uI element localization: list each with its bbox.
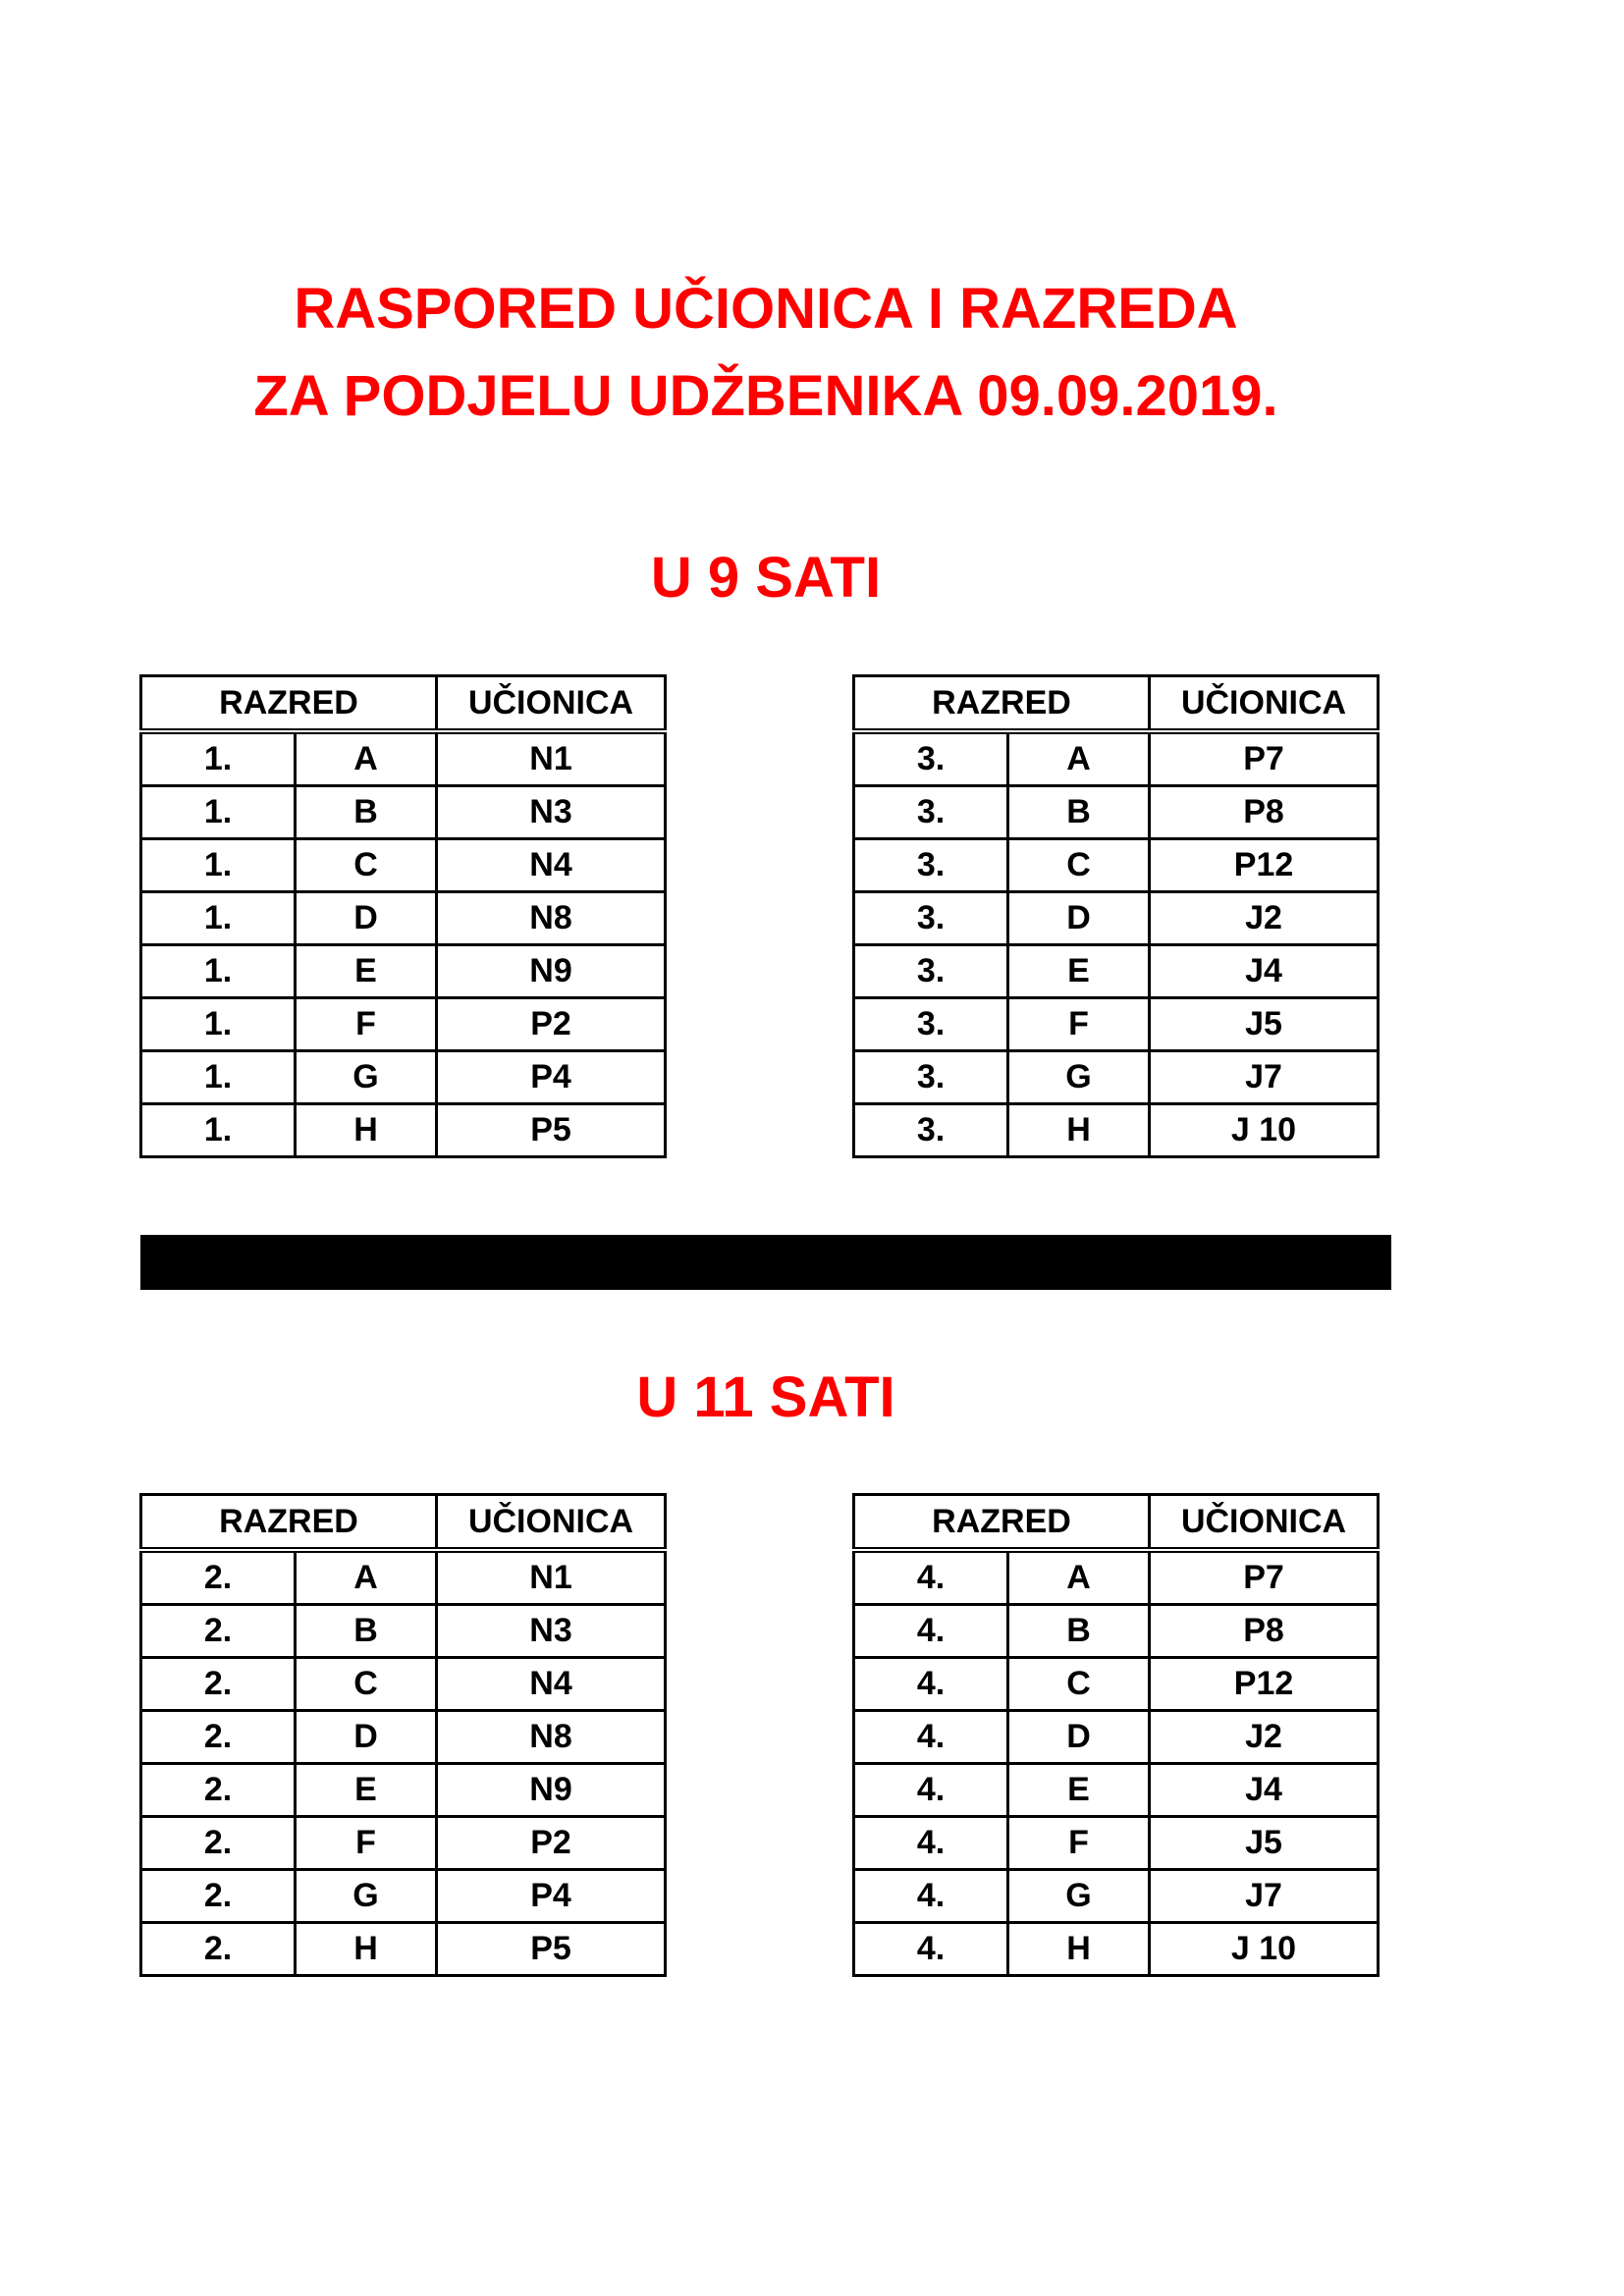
cell-classroom: P2: [437, 1817, 666, 1870]
table-row: [854, 1658, 1379, 1711]
cell-classroom: P5: [437, 1104, 666, 1157]
table-row: [141, 1923, 666, 1976]
table-row: [141, 1550, 666, 1605]
header-ucionica: UČIONICA: [1150, 676, 1379, 732]
cell-grade: 3.: [854, 731, 1008, 786]
cell-section: E: [1008, 945, 1150, 998]
table-row: [141, 839, 666, 892]
cell-section: B: [1008, 1605, 1150, 1658]
table-row: [854, 839, 1379, 892]
cell-grade: 2.: [141, 1658, 296, 1711]
table-row: [141, 1870, 666, 1923]
cell-section: F: [1008, 1817, 1150, 1870]
table-row: [854, 1051, 1379, 1104]
cell-classroom: J4: [1150, 1764, 1379, 1817]
cell-grade: 1.: [141, 1051, 296, 1104]
cell-section: H: [1008, 1104, 1150, 1157]
cell-section: D: [1008, 1711, 1150, 1764]
schedule-table: [139, 674, 667, 1158]
cell-classroom: N8: [437, 892, 666, 945]
table-row: [854, 998, 1379, 1051]
cell-grade: 1.: [141, 839, 296, 892]
cell-classroom: N8: [437, 1711, 666, 1764]
table-row: [854, 1605, 1379, 1658]
cell-grade: 1.: [141, 998, 296, 1051]
table-header-row: [854, 1495, 1379, 1551]
cell-section: G: [296, 1870, 437, 1923]
header-ucionica: UČIONICA: [1150, 1495, 1379, 1551]
cell-section: E: [1008, 1764, 1150, 1817]
cell-section: H: [296, 1104, 437, 1157]
cell-classroom: N9: [437, 1764, 666, 1817]
table-row: [141, 1817, 666, 1870]
cell-grade: 2.: [141, 1711, 296, 1764]
cell-classroom: J4: [1150, 945, 1379, 998]
cell-section: D: [296, 892, 437, 945]
session-heading-9: U 9 SATI: [650, 546, 882, 610]
document-title-line-1: RASPORED UČIONICA I RAZREDA: [294, 277, 1238, 341]
cell-grade: 2.: [141, 1817, 296, 1870]
table-row: [141, 1051, 666, 1104]
cell-section: G: [1008, 1051, 1150, 1104]
cell-classroom: P7: [1150, 1550, 1379, 1605]
cell-section: C: [1008, 839, 1150, 892]
table-row: [141, 1711, 666, 1764]
cell-section: D: [296, 1711, 437, 1764]
cell-section: E: [296, 945, 437, 998]
cell-classroom: N3: [437, 786, 666, 839]
cell-grade: 1.: [141, 892, 296, 945]
cell-classroom: P5: [437, 1923, 666, 1976]
cell-grade: 1.: [141, 1104, 296, 1157]
cell-grade: 3.: [854, 1051, 1008, 1104]
table-row: [854, 1870, 1379, 1923]
document-title-line-2: ZA PODJELU UDŽBENIKA 09.09.2019.: [253, 364, 1278, 428]
cell-classroom: J 10: [1150, 1104, 1379, 1157]
cell-grade: 2.: [141, 1923, 296, 1976]
table-row: [854, 731, 1379, 786]
cell-section: H: [1008, 1923, 1150, 1976]
cell-classroom: N9: [437, 945, 666, 998]
cell-grade: 3.: [854, 786, 1008, 839]
header-razred: RAZRED: [854, 1495, 1150, 1551]
cell-classroom: P8: [1150, 1605, 1379, 1658]
cell-classroom: N4: [437, 1658, 666, 1711]
header-razred: RAZRED: [854, 676, 1150, 732]
cell-grade: 1.: [141, 945, 296, 998]
table-row: [854, 1764, 1379, 1817]
cell-classroom: J5: [1150, 998, 1379, 1051]
cell-grade: 4.: [854, 1550, 1008, 1605]
cell-grade: 2.: [141, 1550, 296, 1605]
cell-classroom: J7: [1150, 1051, 1379, 1104]
cell-grade: 3.: [854, 945, 1008, 998]
cell-section: B: [296, 1605, 437, 1658]
cell-grade: 1.: [141, 786, 296, 839]
cell-section: C: [296, 839, 437, 892]
cell-grade: 2.: [141, 1870, 296, 1923]
cell-section: F: [1008, 998, 1150, 1051]
table-header-row: [141, 1495, 666, 1551]
cell-section: B: [296, 786, 437, 839]
cell-classroom: J5: [1150, 1817, 1379, 1870]
cell-section: B: [1008, 786, 1150, 839]
header-ucionica: UČIONICA: [437, 1495, 666, 1551]
cell-classroom: N4: [437, 839, 666, 892]
cell-grade: 4.: [854, 1923, 1008, 1976]
schedule-table: [852, 1493, 1380, 1977]
cell-classroom: P8: [1150, 786, 1379, 839]
cell-classroom: J 10: [1150, 1923, 1379, 1976]
cell-classroom: N1: [437, 1550, 666, 1605]
table-row: [141, 1764, 666, 1817]
cell-grade: 2.: [141, 1764, 296, 1817]
table-header-row: [141, 676, 666, 732]
cell-grade: 3.: [854, 839, 1008, 892]
table-header-row: [854, 676, 1379, 732]
table-row: [854, 1923, 1379, 1976]
cell-section: F: [296, 1817, 437, 1870]
schedule-table: [852, 674, 1380, 1158]
table-row: [141, 1104, 666, 1157]
cell-classroom: P4: [437, 1051, 666, 1104]
cell-grade: 3.: [854, 1104, 1008, 1157]
table-row: [854, 1817, 1379, 1870]
session-heading-11: U 11 SATI: [636, 1365, 895, 1429]
header-ucionica: UČIONICA: [437, 676, 666, 732]
cell-section: G: [1008, 1870, 1150, 1923]
cell-section: F: [296, 998, 437, 1051]
cell-grade: 4.: [854, 1658, 1008, 1711]
cell-classroom: P4: [437, 1870, 666, 1923]
cell-section: G: [296, 1051, 437, 1104]
cell-grade: 4.: [854, 1605, 1008, 1658]
cell-classroom: P7: [1150, 731, 1379, 786]
cell-grade: 3.: [854, 998, 1008, 1051]
cell-section: D: [1008, 892, 1150, 945]
divider-bar: [140, 1235, 1391, 1290]
cell-grade: 4.: [854, 1817, 1008, 1870]
table-row: [141, 945, 666, 998]
cell-classroom: N3: [437, 1605, 666, 1658]
table-row: [141, 731, 666, 786]
cell-section: A: [296, 731, 437, 786]
table-row: [854, 786, 1379, 839]
header-razred: RAZRED: [141, 676, 437, 732]
cell-grade: 1.: [141, 731, 296, 786]
cell-section: E: [296, 1764, 437, 1817]
table-row: [854, 892, 1379, 945]
table-row: [141, 892, 666, 945]
schedule-table: [139, 1493, 667, 1977]
cell-grade: 2.: [141, 1605, 296, 1658]
cell-section: A: [1008, 1550, 1150, 1605]
table-row: [854, 1711, 1379, 1764]
cell-section: C: [1008, 1658, 1150, 1711]
table-row: [854, 945, 1379, 998]
table-row: [141, 1658, 666, 1711]
cell-grade: 3.: [854, 892, 1008, 945]
table-row: [854, 1550, 1379, 1605]
cell-section: H: [296, 1923, 437, 1976]
cell-classroom: J2: [1150, 1711, 1379, 1764]
cell-section: C: [296, 1658, 437, 1711]
cell-classroom: P12: [1150, 1658, 1379, 1711]
cell-section: A: [296, 1550, 437, 1605]
cell-grade: 4.: [854, 1711, 1008, 1764]
table-row: [141, 998, 666, 1051]
table-row: [854, 1104, 1379, 1157]
cell-classroom: J7: [1150, 1870, 1379, 1923]
cell-section: A: [1008, 731, 1150, 786]
cell-classroom: J2: [1150, 892, 1379, 945]
table-row: [141, 1605, 666, 1658]
cell-grade: 4.: [854, 1764, 1008, 1817]
header-razred: RAZRED: [141, 1495, 437, 1551]
cell-classroom: P2: [437, 998, 666, 1051]
cell-grade: 4.: [854, 1870, 1008, 1923]
cell-classroom: P12: [1150, 839, 1379, 892]
table-row: [141, 786, 666, 839]
cell-classroom: N1: [437, 731, 666, 786]
